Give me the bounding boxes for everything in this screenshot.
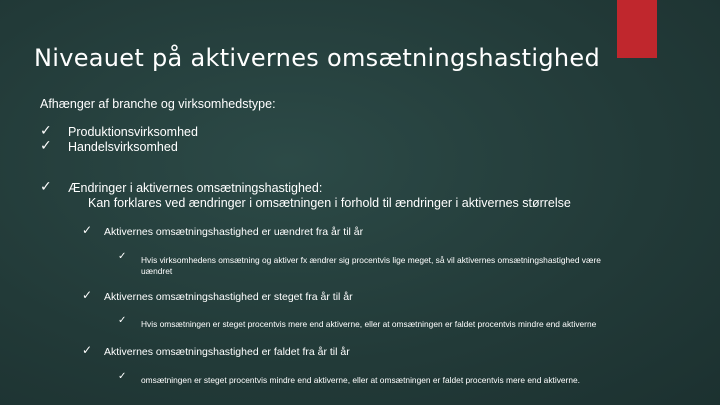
case-detail-continued: uændret [141, 266, 173, 276]
list-item: Handelsvirksomhed [68, 140, 178, 154]
list-item: Ændringer i aktivernes omsætningshastighed: [68, 181, 323, 195]
checkmark-icon: ✓ [82, 223, 93, 237]
checkmark-icon: ✓ [40, 138, 52, 154]
case-detail: Hvis virksomhedens omsætning og aktiver fx ændrer sig procentvis lige meget, så vil aktivernes omsætningshastighed være [141, 255, 601, 265]
list-item-subtext: Kan forklares ved ændringer i omsætningen i forhold til ændringer i aktivernes størrelse [88, 196, 571, 210]
case-detail: omsætningen er steget procentvis mindre end aktiverne, eller at omsætningen er faldet procentvis mere end aktiverne. [141, 375, 580, 385]
checkmark-icon: ✓ [118, 371, 127, 382]
case-detail: Hvis omsætningen er steget procentvis mere end aktiverne, eller at omsætningen er faldet procentvis mindre end aktiverne [141, 319, 597, 329]
slide-title: Niveauet på aktivernes omsætningshastighed [34, 44, 601, 72]
checkmark-icon: ✓ [40, 179, 52, 195]
checkmark-icon: ✓ [40, 123, 52, 139]
intro-text: Afhænger af branche og virksomhedstype: [40, 97, 276, 111]
checkmark-icon: ✓ [118, 251, 127, 262]
case-item: Aktivernes omsætningshastighed er uændret fra år til år [104, 226, 364, 238]
checkmark-icon: ✓ [82, 288, 93, 302]
checkmark-icon: ✓ [118, 315, 127, 326]
case-item: Aktivernes omsætningshastighed er faldet fra år til år [104, 346, 350, 358]
list-item: Produktionsvirksomhed [68, 125, 198, 139]
checkmark-icon: ✓ [82, 343, 93, 357]
case-item: Aktivernes omsætningshastighed er steget fra år til år [104, 291, 353, 303]
